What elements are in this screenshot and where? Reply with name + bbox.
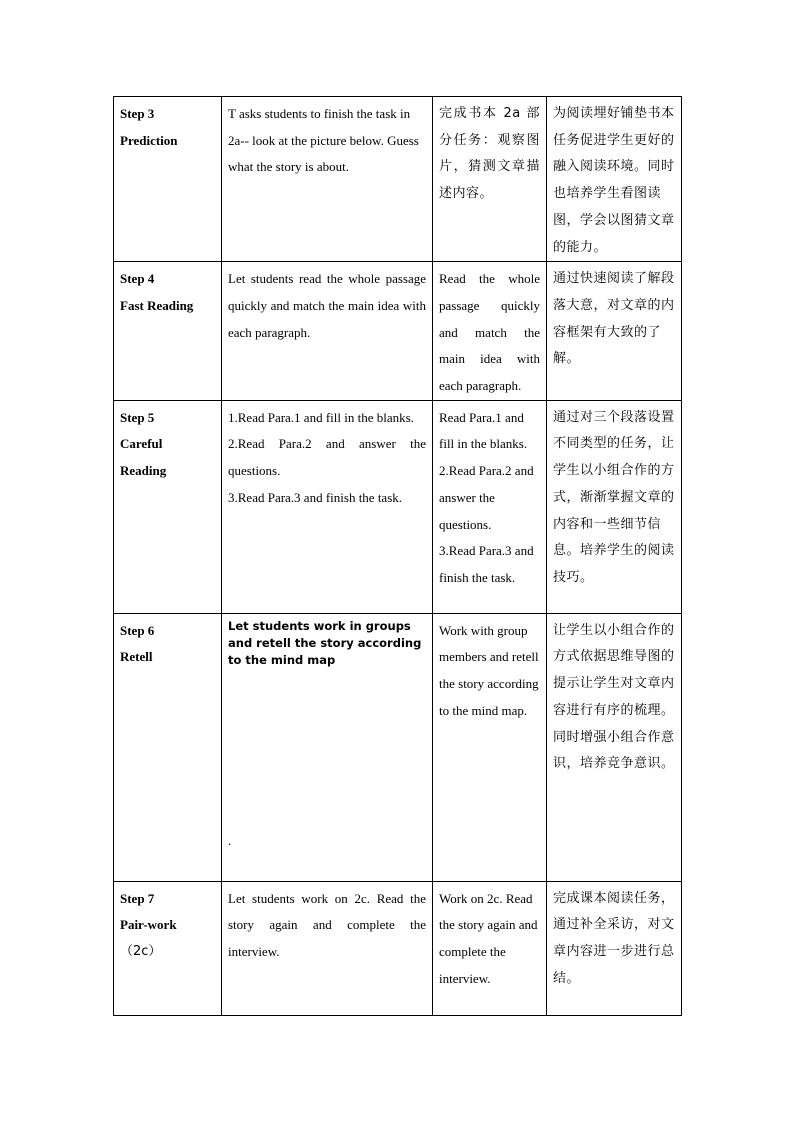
- purpose-cell: [547, 881, 682, 1015]
- step-title: Prediction: [120, 132, 178, 148]
- teacher-activity-text: T asks students to finish the task in 2a-- look at the picture below. Guess what the story is about.: [228, 106, 419, 175]
- table-row: [114, 262, 682, 401]
- teacher-activity-text: Let students work in groups and retell the story according to the mind map: [228, 618, 422, 667]
- step-title-line2: （2c）: [120, 944, 162, 960]
- teacher-activity-cell: [222, 881, 433, 1015]
- step-cell: [114, 97, 222, 262]
- student-activity-text: 完成书本 2a 部分任务：观察图片，猜测文章描述内容。: [439, 106, 540, 202]
- step-number: Step 7: [120, 890, 155, 906]
- teacher-activity-cell: [222, 400, 433, 613]
- teacher-task-2: 2.Read Para.2 and answer the questions.: [228, 436, 426, 479]
- purpose-text: 为阅读埋好铺垫书本任务促进学生更好的融入阅读环境。同时也培养学生看图读图，学会以图猜文章的能力。: [553, 106, 675, 255]
- teacher-activity-cell: [222, 262, 433, 401]
- purpose-text: 让学生以小组合作的方式依据思维导图的提示让学生对文章内容进行有序的梳理。同时增强小组合作意识，培养竞争意识。: [553, 622, 675, 772]
- step-title: Careful: [120, 436, 163, 452]
- step-number: Step 5: [120, 409, 155, 425]
- purpose-text: 完成课本阅读任务，通过补全采访，对文章内容进一步进行总结。: [553, 890, 675, 986]
- step-cell: [114, 881, 222, 1015]
- student-task-3: 3.Read Para.3 and finish the task.: [439, 543, 534, 585]
- student-activity-cell: [433, 400, 547, 613]
- student-task-2: 2.Read Para.2 and answer the questions.: [439, 463, 534, 532]
- step-number: Step 6: [120, 622, 155, 638]
- step-number: Step 4: [120, 271, 155, 287]
- purpose-cell: [547, 400, 682, 613]
- teacher-note: .: [228, 832, 232, 848]
- student-activity-text: Work on 2c. Read the story again and complete the interview.: [439, 890, 538, 986]
- step-title: Fast Reading: [120, 297, 194, 313]
- step-title-line2: Reading: [120, 463, 167, 479]
- step-cell: [114, 262, 222, 401]
- table-row: [114, 613, 682, 881]
- step-cell: [114, 613, 222, 881]
- lesson-plan-table: [113, 96, 682, 1016]
- teacher-activity-text: Let students work on 2c. Read the story again and complete the interview.: [228, 890, 426, 960]
- teacher-activity-cell: [222, 613, 433, 881]
- student-activity-cell: [433, 97, 547, 262]
- teacher-activity-cell: [222, 97, 433, 262]
- student-task-1: Read Para.1 and fill in the blanks.: [439, 409, 528, 452]
- purpose-text: 通过快速阅读了解段落大意，对文章的内容框架有大致的了解。: [553, 271, 675, 367]
- teacher-task-3: 3.Read Para.3 and finish the task.: [228, 489, 403, 505]
- step-title: Pair-work: [120, 917, 177, 933]
- student-activity-cell: [433, 262, 547, 401]
- purpose-text: 通过对三个段落设置不同类型的任务，让学生以小组合作的方式，渐渐掌握文章的内容和一些细节信息。培养学生的阅读技巧。: [553, 409, 675, 585]
- step-number: Step 3: [120, 106, 155, 121]
- table-row: [114, 400, 682, 613]
- teacher-activity-text: Let students read the whole passage quickly and match the main idea with each paragraph.: [228, 271, 426, 340]
- student-activity-cell: [433, 613, 547, 881]
- purpose-cell: [547, 97, 682, 262]
- student-activity-cell: [433, 881, 547, 1015]
- table-row: [114, 881, 682, 1015]
- student-activity-text: Read the whole passage quickly and match the main idea with each paragraph.: [439, 271, 540, 394]
- step-title: Retell: [120, 649, 153, 665]
- table-row: [114, 97, 682, 262]
- teacher-task-1: 1.Read Para.1 and fill in the blanks.: [228, 409, 414, 425]
- student-activity-text: Work with group members and retell the story according to the mind map.: [439, 622, 539, 718]
- purpose-cell: [547, 613, 682, 881]
- purpose-cell: [547, 262, 682, 401]
- step-cell: [114, 400, 222, 613]
